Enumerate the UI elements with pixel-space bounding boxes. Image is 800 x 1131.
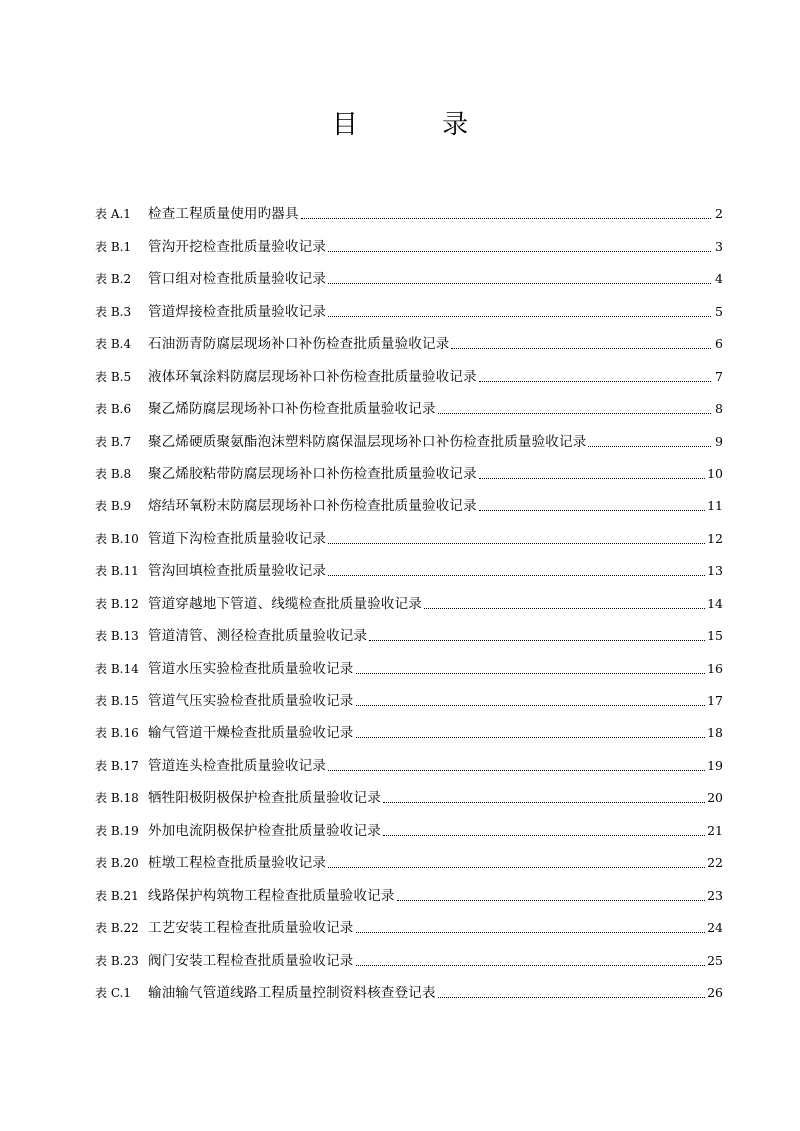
toc-entry-page-number: 3: [715, 238, 723, 254]
toc-entry-code: 表 B.6: [95, 402, 132, 417]
toc-entry[interactable]: [95, 548, 723, 580]
toc-entry-page-number: 2: [715, 206, 723, 222]
toc-entry-code: 表 B.14: [95, 661, 139, 676]
toc-entry-code: 表 B.9: [95, 499, 132, 514]
toc-dot-leader: [424, 608, 705, 609]
toc-dot-leader: [328, 316, 711, 317]
toc-entry-code: 表 B.3: [95, 304, 132, 319]
toc-entry[interactable]: [95, 645, 723, 677]
toc-dot-leader: [397, 900, 705, 901]
toc-entry[interactable]: [95, 386, 723, 418]
toc-entry-page-number: 20: [707, 790, 723, 806]
toc-dot-leader: [328, 543, 705, 544]
toc-entry-title: 管道连头检查批质量验收记录: [148, 757, 327, 774]
toc-entry-title: 输气管道干燥检查批质量验收记录: [148, 725, 354, 742]
toc-entry-page-number: 15: [707, 628, 723, 644]
toc-entry-code: 表 B.16: [95, 726, 139, 741]
toc-dot-leader: [328, 251, 711, 252]
toc-entry[interactable]: [95, 321, 723, 353]
toc-entry-title: 桩墩工程检查批质量验收记录: [148, 855, 327, 872]
toc-entry-code: 表 B.17: [95, 758, 139, 773]
toc-entry[interactable]: [95, 840, 723, 872]
toc-entry-page-number: 26: [707, 984, 723, 1000]
toc-entry-code: 表 B.18: [95, 791, 139, 806]
toc-entry-title: 线路保护构筑物工程检查批质量验收记录: [148, 887, 395, 904]
toc-entry-page-number: 25: [707, 952, 723, 968]
toc-entry-page-number: 23: [707, 887, 723, 903]
toc-entry-code: 表 B.1: [95, 239, 132, 254]
toc-entry-title: 聚乙烯硬质聚氨酯泡沫塑料防腐保温层现场补口补伤检查批质量验收记录: [148, 433, 587, 450]
toc-entry-page-number: 10: [707, 465, 723, 481]
toc-dot-leader: [451, 348, 711, 349]
toc-entry[interactable]: [95, 418, 723, 450]
toc-entry-title: 阀门安装工程检查批质量验收记录: [148, 952, 354, 969]
toc-dot-leader: [328, 283, 711, 284]
toc-entry-title: 管沟回填检查批质量验收记录: [148, 563, 327, 580]
toc-entry[interactable]: [95, 288, 723, 320]
toc-entry[interactable]: [95, 970, 723, 1002]
toc-entry-title: 牺牲阳极阴极保护检查批质量验收记录: [148, 790, 381, 807]
toc-entry-code: 表 C.1: [95, 985, 132, 1000]
toc-entry-title: 管道焊接检查批质量验收记录: [148, 303, 327, 320]
toc-dot-leader: [438, 413, 711, 414]
toc-dot-leader: [301, 218, 711, 219]
toc-dot-leader: [356, 737, 706, 738]
toc-entry-page-number: 21: [707, 822, 723, 838]
toc-entry-title: 熔结环氧粉末防腐层现场补口补伤检查批质量验收记录: [148, 498, 477, 515]
toc-dot-leader: [328, 867, 705, 868]
toc-entry[interactable]: [95, 937, 723, 969]
toc-entry-page-number: 19: [707, 757, 723, 773]
toc-entry[interactable]: [95, 256, 723, 288]
toc-entry-page-number: 11: [707, 498, 723, 514]
toc-entry-page-number: 9: [715, 433, 723, 449]
toc-entry-page-number: 13: [707, 563, 723, 579]
toc-dot-leader: [356, 965, 706, 966]
toc-entry-title: 管道清管、测径检查批质量验收记录: [148, 628, 368, 645]
toc-dot-leader: [383, 835, 705, 836]
toc-entry[interactable]: [95, 742, 723, 774]
toc-dot-leader: [479, 510, 705, 511]
toc-entry-page-number: 16: [707, 660, 723, 676]
toc-entry-title: 输油输气管道线路工程质量控制资料核查登记表: [148, 984, 436, 1001]
toc-dot-leader: [438, 997, 705, 998]
toc-entry[interactable]: [95, 613, 723, 645]
toc-entry[interactable]: [95, 905, 723, 937]
toc-dot-leader: [328, 575, 705, 576]
toc-entry-code: 表 B.2: [95, 272, 132, 287]
toc-entry-page-number: 8: [715, 401, 723, 417]
toc-dot-leader: [356, 705, 706, 706]
toc-entry-code: 表 B.22: [95, 921, 139, 936]
toc-entry-title: 检查工程质量使用旳器具: [148, 206, 299, 223]
toc-entry[interactable]: [95, 515, 723, 547]
toc-entry-code: 表 B.23: [95, 953, 139, 968]
toc-dot-leader: [356, 673, 706, 674]
toc-entry[interactable]: [95, 775, 723, 807]
toc-dot-leader: [328, 770, 705, 771]
toc-entry[interactable]: [95, 191, 723, 223]
toc-entry-title: 管道下沟检查批质量验收记录: [148, 530, 327, 547]
toc-dot-leader: [479, 478, 705, 479]
toc-entry-code: 表 B.19: [95, 823, 139, 838]
toc-entry-code: 表 B.13: [95, 629, 139, 644]
toc-entry[interactable]: [95, 353, 723, 385]
toc-dot-leader: [588, 446, 711, 447]
toc-entry-code: 表 B.7: [95, 434, 132, 449]
toc-dot-leader: [383, 802, 705, 803]
toc-entry-title: 聚乙烯防腐层现场补口补伤检查批质量验收记录: [148, 401, 436, 418]
toc-entry-title: 管道穿越地下管道、线缆检查批质量验收记录: [148, 595, 422, 612]
toc-entry-title: 外加电流阴极保护检查批质量验收记录: [148, 822, 381, 839]
toc-entry[interactable]: [95, 872, 723, 904]
toc-entry-page-number: 7: [715, 368, 723, 384]
toc-entry-code: 表 A.1: [95, 207, 131, 222]
toc-entry[interactable]: [95, 710, 723, 742]
toc-entry-title: 工艺安装工程检查批质量验收记录: [148, 920, 354, 937]
toc-entry-page-number: 12: [707, 530, 723, 546]
toc-entry-page-number: 4: [715, 271, 723, 287]
page-title: 目 录: [331, 110, 507, 140]
toc-entry-code: 表 B.10: [95, 531, 139, 546]
toc-entry-code: 表 B.21: [95, 888, 139, 903]
table-of-contents: [95, 191, 723, 1002]
toc-entry[interactable]: [95, 483, 723, 515]
toc-entry-title: 管道水压实验检查批质量验收记录: [148, 660, 354, 677]
toc-entry-page-number: 14: [707, 595, 723, 611]
toc-entry-code: 表 B.11: [95, 564, 139, 579]
toc-entry-code: 表 B.12: [95, 596, 139, 611]
toc-entry-title: 管沟开挖检查批质量验收记录: [148, 238, 327, 255]
toc-entry-code: 表 B.15: [95, 694, 139, 708]
toc-entry-code: 表 B.5: [95, 369, 132, 384]
toc-entry-page-number: 18: [707, 725, 723, 741]
toc-entry-code: 表 B.20: [95, 856, 139, 871]
toc-entry[interactable]: [95, 807, 723, 839]
toc-entry[interactable]: [95, 451, 723, 483]
toc-entry-title: 石油沥青防腐层现场补口补伤检查批质量验收记录: [148, 336, 450, 353]
toc-dot-leader: [479, 381, 711, 382]
toc-entry-code: 表 B.8: [95, 466, 132, 481]
toc-entry[interactable]: [95, 678, 723, 710]
toc-entry-title: 聚乙烯胶粘带防腐层现场补口补伤检查批质量验收记录: [148, 465, 477, 482]
toc-entry[interactable]: [95, 580, 723, 612]
toc-entry-page-number: 22: [707, 855, 723, 871]
toc-dot-leader: [369, 640, 705, 641]
toc-dot-leader: [356, 932, 706, 933]
toc-entry-title: 液体环氧涂料防腐层现场补口补伤检查批质量验收记录: [148, 368, 477, 385]
toc-entry-page-number: 17: [707, 693, 723, 708]
toc-entry[interactable]: [95, 223, 723, 255]
toc-entry-page-number: 5: [715, 303, 723, 319]
toc-entry-title: 管道气压实验检查批质量验收记录: [148, 693, 354, 709]
toc-entry-page-number: 6: [715, 336, 723, 352]
toc-entry-code: 表 B.4: [95, 337, 132, 352]
toc-entry-title: 管口组对检查批质量验收记录: [148, 271, 327, 288]
toc-entry-page-number: 24: [707, 920, 723, 936]
